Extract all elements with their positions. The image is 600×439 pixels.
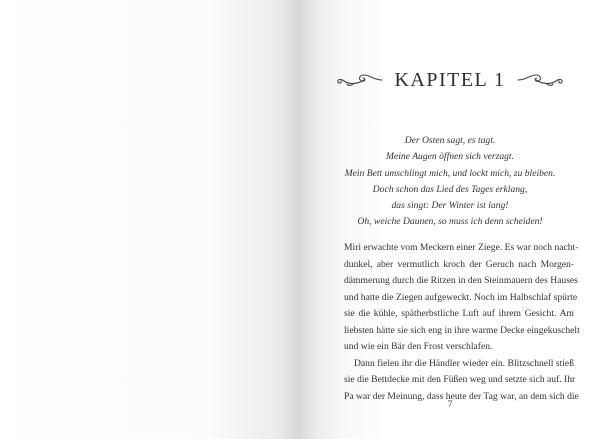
text-line: dämmerung durch die Ritzen in den Steinmauern des Hauses — [344, 275, 578, 286]
chapter-title: KAPITEL 1 — [394, 68, 506, 91]
text-line: sie die kühle, spätherbstliche Luft auf ihrem Gesicht. Am — [344, 308, 574, 319]
text-line: dunkel, aber vermutlich kroch der Geruch nach Morgen- — [344, 258, 574, 270]
right-page — [300, 0, 600, 439]
poem-line: Doch schon das Lied des Tages erklang, — [372, 183, 528, 195]
poem-line: Meine Augen öffnen sich verzagt. — [386, 151, 514, 163]
flourish-right-icon — [516, 71, 566, 89]
text-line: sie die Bettdecke mit den Füßen weg und setzte sich auf. Ihr — [344, 374, 576, 385]
poem-line: Mein Bett umschlingt mich, und lockt mich, zu bleiben. — [344, 167, 556, 179]
text-line: und wie ein Bär den Frost verschlafen. — [344, 341, 493, 352]
text-line: liebsten hätte sie sich eng in ihre warme Decke eingekuschelt — [344, 324, 580, 336]
chapter-heading — [300, 62, 600, 98]
poem-line: Der Osten sagt, es tagt. — [404, 135, 496, 146]
flourish-left-icon — [334, 71, 384, 89]
poem-line: Oh, weiche Daunen, so muss ich denn scheiden! — [357, 216, 543, 228]
text-line: Dann fielen ihr die Händler wieder ein. Blitzschnell stieß — [354, 357, 574, 369]
epigraph-poem — [300, 133, 600, 231]
text-line: und hatte die Ziegen aufgeweckt. Noch im Halbschlaf spürte — [344, 291, 578, 303]
body-text — [344, 240, 580, 405]
poem-line: das singt: Der Winter ist lang! — [391, 200, 509, 212]
page-number: 7 — [447, 400, 453, 410]
text-line: Miri erwachte vom Meckern einer Ziege. Es war noch nacht- — [344, 242, 579, 253]
text-line: Pa war der Meinung, dass heute der Tag war, an dem sich die — [344, 390, 579, 402]
